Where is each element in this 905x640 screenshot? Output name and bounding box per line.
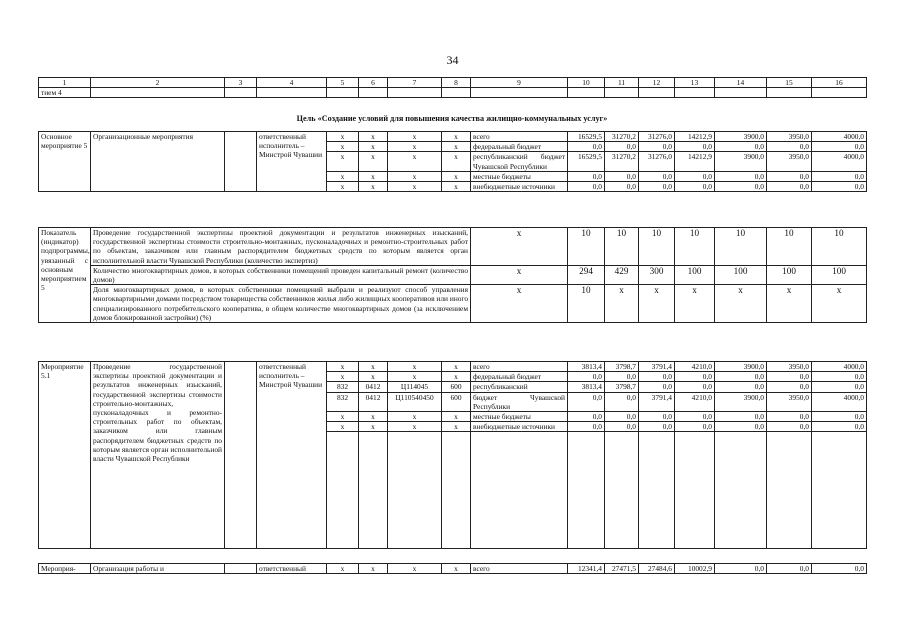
cell: x [471, 228, 568, 266]
value-cell: 3950,0 [767, 152, 812, 171]
value-cell: 0,0 [812, 412, 867, 422]
cell: x [442, 152, 471, 171]
col-num-15: 15 [767, 78, 812, 88]
indicator-value: x [605, 285, 639, 323]
cell: x [388, 422, 442, 432]
value-cell: 0,0 [605, 422, 639, 432]
page-number: 34 [446, 53, 459, 67]
main-event-5-table [38, 131, 867, 192]
value-cell: 0,0 [639, 142, 675, 152]
value-cell: 3900,0 [715, 392, 767, 411]
value-cell: 0,0 [675, 142, 715, 152]
funding-source: республиканский бюджет Чувашской Республики [471, 152, 568, 171]
indicator-value: 10 [605, 228, 639, 266]
indicator-text: Доля многоквартирных домов, в которых собственники помещений выбрали и реализуют способ управления многоквартирными домами посредством товарищества собственников жилья либо жилищных кооперативов или иного специализированного потребительского кооператива, в общем количестве многоквартирных домов (за исключением домов блокированной застройки) (%) [91, 285, 471, 323]
main-event-executor: ответственный исполнитель – Минстрой Чувашии [257, 132, 327, 192]
value-cell: 0,0 [639, 382, 675, 392]
cell: x [327, 412, 359, 422]
value-cell: 0,0 [767, 142, 812, 152]
cell: x [327, 152, 359, 171]
value-cell: 0,0 [568, 182, 605, 192]
value-cell: 4000,0 [812, 362, 867, 372]
value-cell: 0,0 [715, 564, 767, 574]
value-cell: 0,0 [605, 182, 639, 192]
cell: x [442, 182, 471, 192]
col-num-12: 12 [639, 78, 675, 88]
value-cell: 3900,0 [715, 152, 767, 171]
indicator-text: Количество многоквартирных домов, в которых собственники помещений проведен капитальный ремонт (количество домов) [91, 265, 471, 284]
cell: x [359, 422, 388, 432]
value-cell: 0,0 [715, 171, 767, 181]
cell: x [327, 132, 359, 142]
event-5-2-executor: ответственный [257, 564, 327, 574]
cell: x [327, 564, 359, 574]
main-event-description: Организационные мероприятия [91, 132, 225, 192]
value-cell: 3798,7 [605, 382, 639, 392]
event-5-1-description: Проведение государственной экспертизы проектной документации и результатов инженерных изысканий, государственной экспертизы стоимости строительно-монтажных, пусконаладочных и ремонтно-строительных работ по объектам, заказчиком или главным распорядителем бюджетных средств по которым является орган исполнительной власти Чувашской Республики [91, 362, 225, 549]
value-cell: 0,0 [675, 372, 715, 382]
funding-source: республиканский [471, 382, 568, 392]
funding-source: федеральный бюджет [471, 142, 568, 152]
col-num-3: 3 [225, 78, 257, 88]
value-cell: 3791,4 [639, 362, 675, 372]
indicator-value: 10 [568, 285, 605, 323]
value-cell: 4210,0 [675, 392, 715, 411]
value-cell: 0,0 [568, 372, 605, 382]
cell: x [442, 564, 471, 574]
value-cell: 14212,9 [675, 152, 715, 171]
indicator-value: 100 [675, 265, 715, 284]
cell: x [442, 142, 471, 152]
indicator-value: x [675, 285, 715, 323]
value-cell: 31276,0 [639, 152, 675, 171]
indicator-value: 100 [767, 265, 812, 284]
event-5-2-name: Мероприя- [39, 564, 91, 574]
value-cell: 27471,5 [605, 564, 639, 574]
value-cell: 0,0 [605, 392, 639, 411]
value-cell: 0,0 [605, 412, 639, 422]
indicator-value: 10 [639, 228, 675, 266]
cell: x [388, 372, 442, 382]
funding-source: бюджет Чувашской Республики [471, 392, 568, 411]
cell: x [388, 412, 442, 422]
cell: x [327, 362, 359, 372]
continuation-label: тием 4 [39, 88, 91, 98]
cell: x [471, 265, 568, 284]
cell: x [442, 362, 471, 372]
cell: x [442, 372, 471, 382]
funding-source: местные бюджеты [471, 412, 568, 422]
indicator-value: 10 [767, 228, 812, 266]
value-cell: 3791,4 [639, 392, 675, 411]
value-cell: 3813,4 [568, 382, 605, 392]
cell: x [359, 152, 388, 171]
event-5-2-table [38, 563, 867, 574]
cell: x [471, 285, 568, 323]
value-cell: 0,0 [715, 142, 767, 152]
event-5-2-description: Организация работы и [91, 564, 225, 574]
cell: x [442, 171, 471, 181]
indicator-text: Проведение государственной экспертизы проектной документации и результатов инженерных изысканий, государственной экспертизы стоимости строительно-монтажных, пусконаладочных и ремонтно-строительных работ по объектам, заказчиком или главным распорядителем бюджетных средств по которым является орган исполнительной власти Чувашской Республики (количество экспертиз) [91, 228, 471, 266]
col-num-11: 11 [605, 78, 639, 88]
col-num-4: 4 [257, 78, 327, 88]
indicator-label: Показатель (индикатор) подпрограммы, увязанный с основным мероприятием 5 [39, 228, 91, 323]
value-cell: 0,0 [675, 412, 715, 422]
value-cell: 3900,0 [715, 132, 767, 142]
cell: 0412 [359, 382, 388, 392]
value-cell: 3900,0 [715, 362, 767, 372]
event-5-1-table [38, 361, 867, 549]
value-cell: 0,0 [767, 564, 812, 574]
col-num-1: 1 [39, 78, 91, 88]
cell: x [359, 362, 388, 372]
indicators-table [38, 227, 867, 323]
column-number-header [38, 77, 867, 98]
value-cell: 0,0 [639, 422, 675, 432]
value-cell: 16529,5 [568, 152, 605, 171]
indicator-value: x [767, 285, 812, 323]
value-cell: 0,0 [715, 182, 767, 192]
value-cell: 31276,0 [639, 132, 675, 142]
indicator-value: 10 [568, 228, 605, 266]
cell: x [327, 422, 359, 432]
cell: x [388, 132, 442, 142]
funding-source: федеральный бюджет [471, 372, 568, 382]
indicator-value: 100 [715, 265, 767, 284]
value-cell: 3813,4 [568, 362, 605, 372]
indicator-value: x [715, 285, 767, 323]
value-cell: 0,0 [639, 171, 675, 181]
cell: x [359, 132, 388, 142]
main-event-name: Основное мероприятие 5 [39, 132, 91, 192]
cell: Ц110540450 [388, 392, 442, 411]
value-cell: 0,0 [675, 171, 715, 181]
value-cell: 3950,0 [767, 392, 812, 411]
value-cell: 0,0 [675, 182, 715, 192]
funding-source: всего [471, 564, 568, 574]
col-num-5: 5 [327, 78, 359, 88]
cell: x [359, 412, 388, 422]
value-cell: 0,0 [715, 382, 767, 392]
value-cell: 31270,2 [605, 152, 639, 171]
value-cell: 4000,0 [812, 152, 867, 171]
indicator-value: 10 [812, 228, 867, 266]
cell: x [327, 372, 359, 382]
col-num-14: 14 [715, 78, 767, 88]
value-cell: 3950,0 [767, 362, 812, 372]
value-cell: 27484,6 [639, 564, 675, 574]
indicator-value: 300 [639, 265, 675, 284]
value-cell: 0,0 [568, 422, 605, 432]
col-num-6: 6 [359, 78, 388, 88]
cell: x [442, 422, 471, 432]
value-cell: 0,0 [568, 171, 605, 181]
col-num-10: 10 [568, 78, 605, 88]
value-cell: 4000,0 [812, 132, 867, 142]
value-cell: 0,0 [605, 171, 639, 181]
value-cell: 0,0 [568, 392, 605, 411]
value-cell: 0,0 [767, 422, 812, 432]
value-cell: 4210,0 [675, 362, 715, 372]
funding-source: местные бюджеты [471, 171, 568, 181]
value-cell: 0,0 [568, 412, 605, 422]
value-cell: 0,0 [715, 372, 767, 382]
value-cell: 0,0 [767, 412, 812, 422]
col-num-2: 2 [91, 78, 225, 88]
cell: x [359, 171, 388, 181]
value-cell: 0,0 [639, 182, 675, 192]
goal-title: Цель «Создание условий для повышения качества жилищно-коммунальных услуг» [296, 114, 608, 123]
indicator-value: 429 [605, 265, 639, 284]
indicator-value: x [639, 285, 675, 323]
cell: x [327, 171, 359, 181]
col-num-16: 16 [812, 78, 867, 88]
cell: x [359, 372, 388, 382]
indicator-value: 10 [715, 228, 767, 266]
cell: 600 [442, 382, 471, 392]
value-cell: 0,0 [605, 142, 639, 152]
col-num-7: 7 [388, 78, 442, 88]
value-cell: 0,0 [675, 382, 715, 392]
value-cell: 0,0 [767, 171, 812, 181]
value-cell: 4000,0 [812, 392, 867, 411]
cell: x [359, 142, 388, 152]
cell: 0412 [359, 392, 388, 411]
value-cell: 0,0 [767, 382, 812, 392]
value-cell: 0,0 [812, 372, 867, 382]
cell: Ц114045 [388, 382, 442, 392]
cell: x [442, 132, 471, 142]
funding-source: внебюджетные источники [471, 422, 568, 432]
indicator-value: 294 [568, 265, 605, 284]
funding-source: внебюджетные источники [471, 182, 568, 192]
cell: 600 [442, 392, 471, 411]
value-cell: 0,0 [639, 372, 675, 382]
indicator-value: 100 [812, 265, 867, 284]
value-cell: 10002,9 [675, 564, 715, 574]
value-cell: 0,0 [767, 372, 812, 382]
funding-source: всего [471, 132, 568, 142]
cell: x [327, 182, 359, 192]
event-5-1-name: Мероприятие 5.1 [39, 362, 91, 549]
value-cell: 0,0 [812, 142, 867, 152]
value-cell: 0,0 [675, 422, 715, 432]
value-cell: 0,0 [812, 182, 867, 192]
cell: x [388, 564, 442, 574]
cell: x [359, 564, 388, 574]
value-cell: 0,0 [715, 412, 767, 422]
cell: x [388, 152, 442, 171]
col-num-13: 13 [675, 78, 715, 88]
cell: x [327, 142, 359, 152]
value-cell: 0,0 [639, 412, 675, 422]
value-cell: 0,0 [812, 171, 867, 181]
value-cell: 3798,7 [605, 362, 639, 372]
cell: 832 [327, 382, 359, 392]
col-num-9: 9 [471, 78, 568, 88]
value-cell: 0,0 [605, 372, 639, 382]
cell: x [359, 182, 388, 192]
cell: x [388, 171, 442, 181]
value-cell: 0,0 [715, 422, 767, 432]
value-cell: 16529,5 [568, 132, 605, 142]
indicator-value: x [812, 285, 867, 323]
value-cell: 0,0 [812, 564, 867, 574]
cell: x [442, 412, 471, 422]
cell: x [388, 182, 442, 192]
value-cell: 0,0 [568, 142, 605, 152]
value-cell: 31270,2 [605, 132, 639, 142]
cell: x [388, 142, 442, 152]
value-cell: 0,0 [812, 382, 867, 392]
cell: 832 [327, 392, 359, 411]
indicator-value: 10 [675, 228, 715, 266]
event-5-1-executor: ответственный исполнитель – Минстрой Чувашии [257, 362, 327, 549]
value-cell: 0,0 [812, 422, 867, 432]
value-cell: 14212,9 [675, 132, 715, 142]
value-cell: 0,0 [767, 182, 812, 192]
cell: x [388, 362, 442, 372]
value-cell: 12341,4 [568, 564, 605, 574]
col-num-8: 8 [442, 78, 471, 88]
value-cell: 3950,0 [767, 132, 812, 142]
funding-source: всего [471, 362, 568, 372]
